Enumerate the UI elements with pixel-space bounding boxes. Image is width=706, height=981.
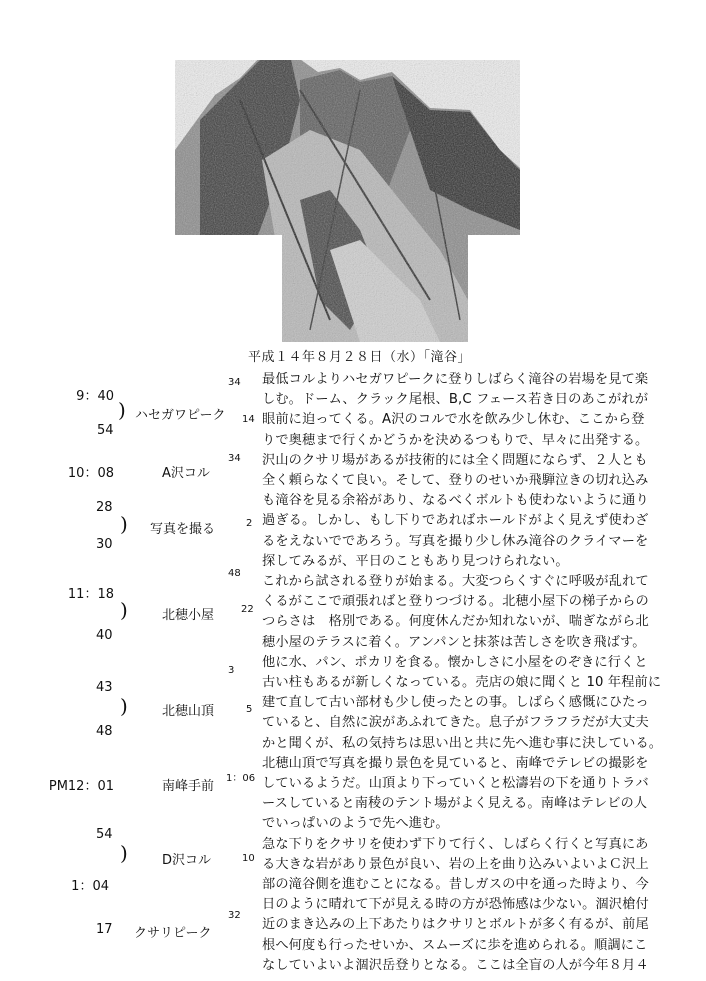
- body-line: でいっぱいのようで先へ進む。: [262, 816, 449, 832]
- place-hasegawa-peak: ハセガワピーク: [135, 408, 226, 423]
- time-40: 40: [96, 628, 113, 643]
- time-28: 28: [96, 500, 113, 515]
- body-line: 他に水、パン、ポカリを食る。懐かしさに小屋をのぞきに行くと: [262, 654, 648, 670]
- place-d-col: D沢コル: [162, 853, 212, 868]
- place-kitaho-summit: 北穂山頂: [162, 704, 215, 719]
- margin-mark: 5: [246, 704, 253, 715]
- margin-mark: 14: [242, 414, 255, 425]
- body-line: かと聞くが、私の気持ちは思い出と共に先へ進む事に決している。: [262, 735, 663, 751]
- body-line: しているようだ。山頂より下っていくと松濤岩の下を通りトラバ: [262, 776, 649, 792]
- margin-mark: 10: [242, 853, 255, 864]
- time-104: 1：04: [71, 879, 109, 894]
- margin-mark: 34: [228, 377, 241, 388]
- body-line: これから試される登りが始まる。大変つらくすぐに呼吸が乱れて: [262, 574, 649, 590]
- body-line: りで奥穂まで行くかどうかを決めるつもりで、早々に出発する。: [262, 432, 649, 448]
- body-line: ースしていると南稜のテント場がよく見える。南峰はテレビの人: [262, 796, 648, 812]
- body-line: 日のように晴れて下が見える時の方が恐怖感は少ない。涸沢槍付: [262, 897, 649, 913]
- margin-mark: 34: [228, 453, 241, 464]
- body-line: 急な下りをクサリを使わず下りて行く、しばらく行くと写真にあ: [262, 836, 649, 852]
- body-line: 眼前に迫ってくる。A沢のコルで水を飲み少し休む、ここから登: [262, 412, 645, 428]
- body-line: くるがここで頑張ればと登りつづける。北穂小屋下の梯子からの: [262, 594, 649, 610]
- body-line: 過ぎる。しかし、もし下りであればホールドがよく見えず使わざ: [262, 513, 649, 529]
- body-line: も滝谷を見る余裕があり、なるべくボルトも使わないように通り: [262, 493, 649, 509]
- body-line: 根へ何度も行ったせいか、スムーズに歩を進められる。順調にこ: [262, 937, 648, 953]
- time-48: 48: [96, 724, 113, 739]
- place-kitaho-hut: 北穂小屋: [162, 608, 215, 623]
- margin-mark: 32: [228, 910, 241, 921]
- bracket-mark: ): [118, 398, 126, 422]
- margin-mark: 1：06: [226, 773, 256, 784]
- body-line: つらさは 格別である。何度休んだか知れないが、喘ぎながら北: [262, 614, 649, 630]
- place-photo: 写真を撮る: [150, 522, 216, 537]
- body-line: 最低コルよりハセガワピークに登りしばらく滝谷の岩場を見て楽: [262, 372, 649, 387]
- time-17: 17: [96, 922, 113, 937]
- time-30: 30: [96, 537, 113, 552]
- body-line: ていると、自然に涙があふれてきた。息子がフラフラだが大丈夫: [262, 715, 649, 731]
- photo-caption: 平成１４年８月２８日（水）「滝谷」: [248, 350, 472, 365]
- body-line: 穂小屋のテラスに着く。アンパンと抹茶は苦しさを吹き飛ばす。: [262, 634, 646, 650]
- time-43: 43: [96, 680, 113, 695]
- margin-mark: 3: [228, 665, 235, 676]
- bracket-mark: ): [120, 841, 128, 865]
- place-kusari-peak: クサリピーク: [134, 926, 212, 941]
- time-1118: 11：18: [67, 587, 114, 602]
- bracket-mark: ): [120, 598, 128, 622]
- place-a-col: A沢コル: [162, 466, 210, 481]
- body-line: 建て直して古い部材も少し使ったとの事。しばらく感慨にひたっ: [262, 695, 649, 711]
- body-line: 近のまき込みの上下あたりはクサリとボルトが多く有るが、前尾: [262, 917, 649, 933]
- time-54b: 54: [96, 827, 113, 842]
- body-line: 全く頼らなくて良い。そして、登りのせいか飛騨泣きの切れ込み: [262, 473, 649, 489]
- body-line: 探してみるが、平日のこともあり見つけられない。: [262, 553, 569, 569]
- margin-mark: 2: [246, 518, 253, 529]
- bracket-mark: ): [120, 694, 128, 718]
- body-line: るをえないでであろう。写真を撮り少し休み滝谷のクライマーを: [262, 533, 649, 549]
- body-line: 古い柱もあるが新しくなっている。売店の娘に聞くと 10 年程前に: [262, 675, 662, 691]
- time-54: 54: [97, 423, 114, 438]
- body-line: 部の滝谷側を進むことになる。昔しガスの中を通った時より、今: [262, 877, 649, 893]
- body-line: 沢山のクサリ場があるが技術的には全く問題にならず、２人とも: [262, 452, 648, 468]
- margin-mark: 22: [241, 604, 254, 615]
- time-pm1201: PM12：01: [48, 779, 114, 794]
- bracket-mark: ): [120, 512, 128, 536]
- mountain-photo: [0, 0, 706, 345]
- margin-mark: 48: [228, 568, 241, 579]
- time-0940: 9：40: [76, 389, 114, 404]
- time-1008: 10：08: [67, 466, 114, 481]
- body-line: しむ。ドーム、クラック尾根、B,C フェース若き日のあこがれが: [262, 392, 649, 408]
- body-line: なしていよいよ涸沢岳登りとなる。ここは全盲の人が今年８月４: [262, 957, 649, 973]
- place-nanpo-front: 南峰手前: [162, 779, 215, 794]
- body-line: 北穂山頂で写真を撮り景色を見ていると、南峰でテレビの撮影を: [262, 755, 649, 771]
- body-text: [262, 370, 702, 976]
- body-line: る大きな岩があり景色が良い、岩の上を曲り込みいよいよＣ沢上: [262, 856, 649, 872]
